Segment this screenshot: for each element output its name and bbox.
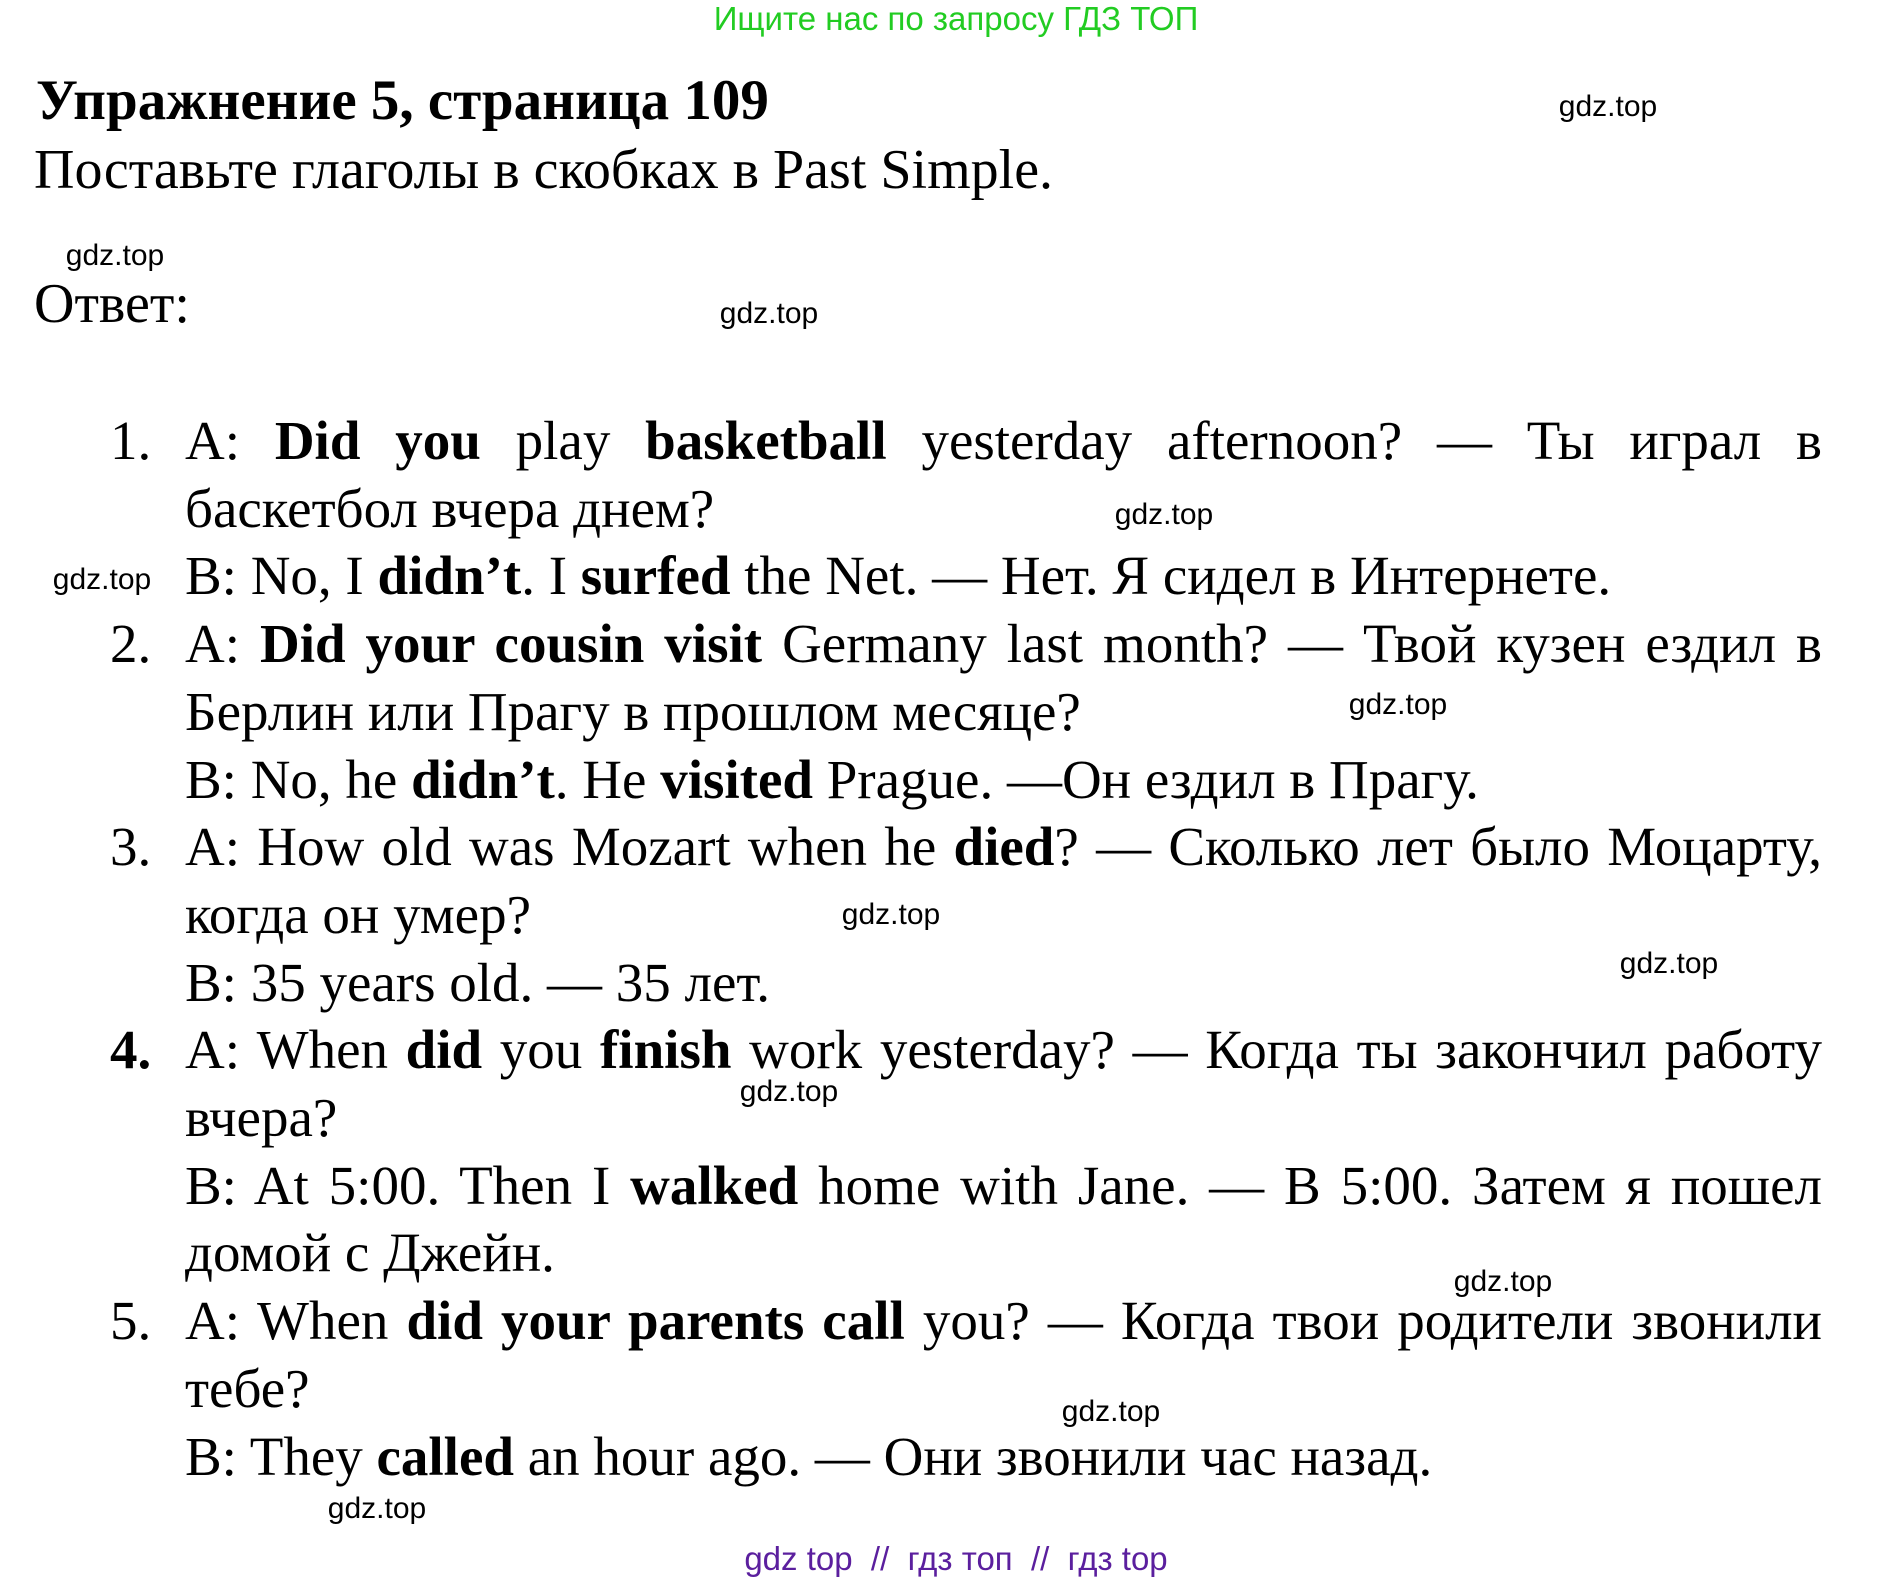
- footer-links: gdz top // гдз топ // гдз top: [744, 1540, 1168, 1577]
- text-segment: . I: [521, 545, 581, 607]
- text-segment: you: [482, 1019, 600, 1081]
- answer-label: Ответ:: [34, 273, 190, 335]
- text-segment: A: When: [185, 1019, 406, 1081]
- bold-verb-segment: called: [376, 1425, 514, 1487]
- answer-item: [110, 1016, 1822, 1287]
- watermark: gdz.top: [1619, 947, 1719, 980]
- question-line: [185, 610, 1822, 745]
- item-number: 4.: [110, 1019, 152, 1081]
- text-segment: play: [480, 410, 646, 471]
- answer-item: [110, 1287, 1822, 1490]
- bold-verb-segment: died: [953, 816, 1055, 878]
- bold-verb-segment: walked: [630, 1154, 799, 1216]
- watermark: gdz.top: [65, 239, 165, 272]
- item-number: 5.: [110, 1290, 152, 1352]
- text-segment: B: No, he: [185, 748, 412, 810]
- text-segment: an hour ago. — Они звонили час назад.: [513, 1425, 1433, 1487]
- watermark: gdz.top: [1061, 1395, 1161, 1428]
- text-segment: B: No, I: [185, 545, 378, 607]
- bold-verb-segment: didn’t: [411, 748, 555, 810]
- text-segment: . He: [554, 748, 661, 810]
- watermark: gdz.top: [1348, 688, 1448, 721]
- text-segment: A: How old was Mozart when he: [185, 816, 954, 878]
- response-line: [185, 1423, 1822, 1491]
- watermark: gdz.top: [1114, 498, 1214, 531]
- text-segment: Germany last month? — Твой кузен ездил в Берлин или Прагу в прошлом месяце?: [185, 613, 1822, 742]
- bold-verb-segment: Did you: [274, 410, 481, 471]
- response-line: [185, 1152, 1822, 1287]
- search-banner: Ищите нас по запросу ГДЗ ТОП: [713, 0, 1199, 37]
- answer-item: [110, 813, 1822, 1016]
- item-number: 3.: [110, 816, 152, 878]
- text-segment: yesterday afternoon? — Ты играл в баскетбол вчера днем?: [185, 410, 1823, 539]
- bold-verb-segment: did: [405, 1019, 483, 1081]
- text-segment: home with Jane. — В 5:00. Затем я пошел домой с Джейн.: [185, 1154, 1822, 1284]
- bold-verb-segment: finish: [599, 1019, 732, 1081]
- answer-list: [110, 407, 1822, 1490]
- bold-verb-segment: didn’t: [377, 545, 522, 607]
- question-line: [185, 1016, 1822, 1151]
- text-segment: B: At 5:00. Then I: [185, 1154, 631, 1216]
- task-instruction: Поставьте глаголы в скобках в Past Simple.: [34, 139, 1054, 201]
- watermark: gdz.top: [1558, 90, 1658, 123]
- response-line: [185, 542, 1822, 610]
- bold-verb-segment: did your parents call: [406, 1290, 905, 1352]
- watermark: gdz.top: [1453, 1265, 1553, 1298]
- question-line: [185, 407, 1822, 542]
- answer-item: [110, 610, 1822, 813]
- question-line: [185, 813, 1822, 948]
- text-segment: work yesterday? — Когда ты закончил работу вчера?: [185, 1019, 1822, 1149]
- bold-verb-segment: visited: [660, 748, 813, 810]
- text-segment: ? — Сколько лет было Моцарту, когда он умер?: [185, 816, 1822, 945]
- watermark: gdz.top: [327, 1492, 427, 1525]
- bold-verb-segment: surfed: [580, 545, 731, 607]
- bold-verb-segment: basketball: [645, 410, 887, 471]
- watermark: gdz.top: [739, 1075, 839, 1108]
- text-segment: A:: [185, 613, 260, 675]
- text-segment: B: They: [185, 1425, 377, 1487]
- watermark: gdz.top: [52, 563, 152, 596]
- page-title: Упражнение 5, страница 109: [36, 69, 769, 132]
- item-number: 1.: [110, 410, 152, 471]
- watermark: gdz.top: [841, 898, 941, 931]
- text-segment: the Net. — Нет. Я сидел в Интернете.: [730, 545, 1612, 607]
- item-number: 2.: [110, 613, 152, 675]
- bold-verb-segment: Did your cousin visit: [259, 613, 763, 675]
- text-segment: A: When: [185, 1290, 407, 1352]
- text-segment: A:: [185, 410, 275, 471]
- answer-item: [110, 407, 1822, 610]
- text-segment: you? — Когда твои родители звонили тебе?: [185, 1290, 1822, 1419]
- response-line: [185, 949, 1822, 1017]
- question-line: [185, 1287, 1822, 1422]
- watermark: gdz.top: [719, 297, 819, 330]
- text-segment: B: 35 years old. — 35 лет.: [185, 951, 771, 1013]
- response-line: [185, 746, 1822, 814]
- text-segment: Prague. —Он ездил в Прагу.: [812, 748, 1479, 810]
